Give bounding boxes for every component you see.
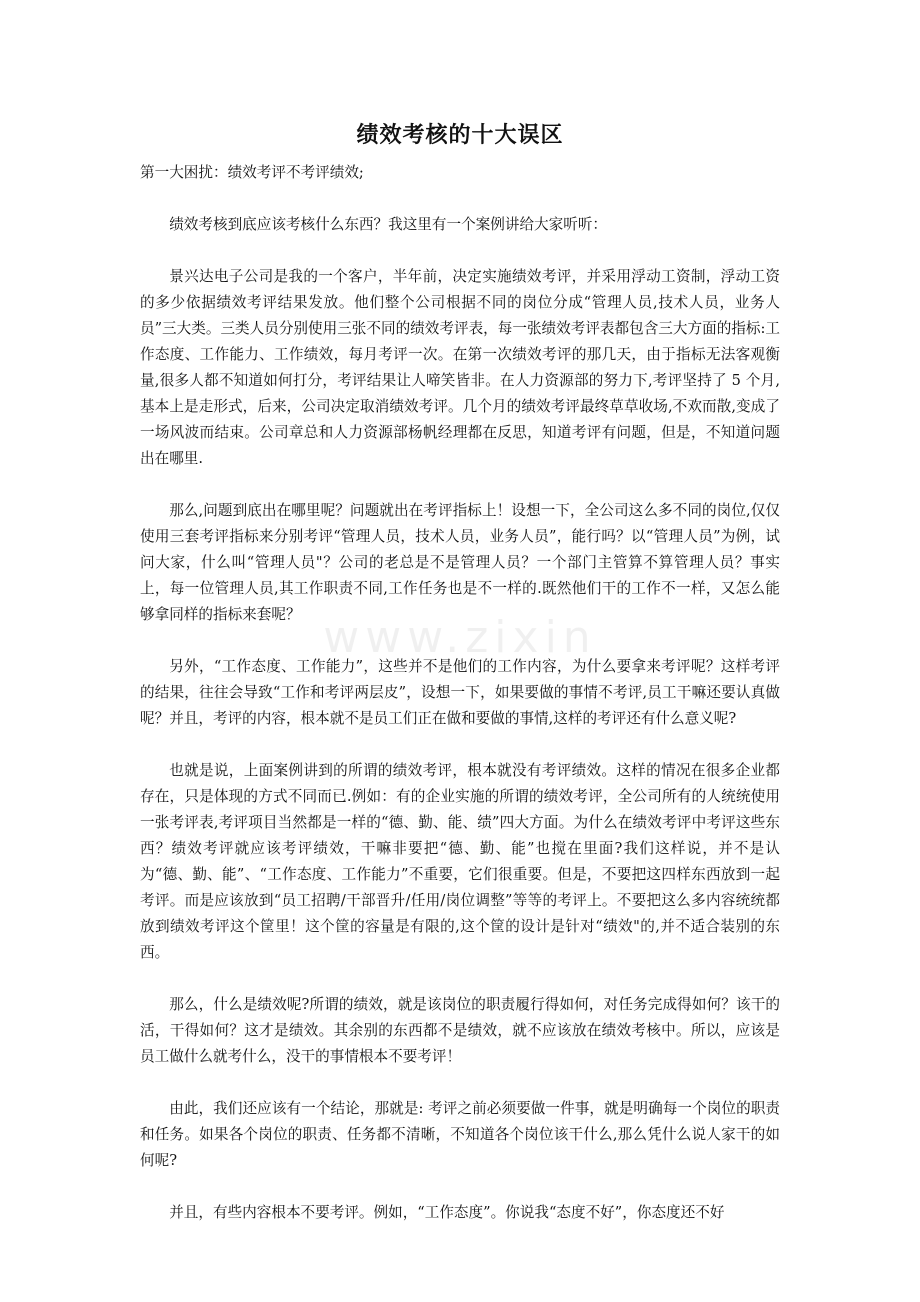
paragraph-2: 景兴达电子公司是我的一个客户，半年前，决定实施绩效考评，并采用浮动工资制，浮动工资的多少依据绩效考评结果发放。他们整个公司根据不同的岗位分成“管理人员,技术人员，业务人员”三大类。三类人员分别使用三张不同的绩效考评表，每一张绩效考评表都包含三大方面的指标:工作态度、工作能力、工作绩效，每月考评一次。在第一次绩效考评的那几天，由于指标无法客观衡量,很多人都不知道如何打分，考评结果让人啼笑皆非。在人力资源部的努力下,考评坚持了 5 个月,基本上是走形式，后来，公司决定取消绩效考评。几个月的绩效考评最终草草收场,不欢而散,变成了一场风波而结束。公司章总和人力资源部杨帆经理都在反思，知道考评有问题，但是，不知道问题出在哪里. bbox=[140, 268, 780, 467]
watermark: www.zixin bbox=[323, 612, 597, 663]
document-body bbox=[140, 160, 780, 1226]
paragraph-8: 并且，有些内容根本不要考评。例如，“工作态度”。你说我“态度不好”，你态度还不好 bbox=[169, 1204, 725, 1221]
paragraph-6: 那么，什么是绩效呢?所谓的绩效，就是该岗位的职责履行得如何，对任务完成得如何？该干的活，干得如何？这才是绩效。其余别的东西都不是绩效，就不应该放在绩效考核中。所以，应该是员工做什么就考什么，没干的事情根本不要考评！ bbox=[140, 996, 780, 1065]
paragraph-1: 绩效考核到底应该考核什么东西？我这里有一个案例讲给大家听听： bbox=[169, 216, 608, 233]
section-heading: 第一大困扰：绩效考评不考评绩效; bbox=[140, 164, 364, 181]
paragraph-4: 另外，“工作态度、工作能力”，这些并不是他们的工作内容，为什么要拿来考评呢？这样考评的结果，往往会导致“工作和考评两层皮”，设想一下，如果要做的事情不考评,员工干嘛还要认真做呢？并且，考评的内容，根本就不是员工们正在做和要做的事情,这样的考评还有什么意义呢? bbox=[140, 658, 780, 727]
paragraph-5: 也就是说，上面案例讲到的所谓的绩效考评，根本就没有考评绩效。这样的情况在很多企业都存在，只是体现的方式不同而已.例如：有的企业实施的所谓的绩效考评，全公司所有的人统统使用一张考评表,考评项目当然都是一样的“德、勤、能、绩”四大方面。为什么在绩效考评中考评这些东西？绩效考评就应该考评绩效，干嘛非要把“德、勤、能”也搅在里面?我们这样说，并不是认为“德、勤、能”、“工作态度、工作能力”不重要，它们很重要。但是，不要把这四样东西放到一起考评。而是应该放到“员工招聘/干部晋升/任用/岗位调整”等等的考评上。不要把这么多内容统统都放到绩效考评这个筐里！这个筐的容量是有限的,这个筐的设计是针对“绩效"的,并不适合装别的东西。 bbox=[140, 762, 780, 961]
paragraph-7: 由此，我们还应该有一个结论，那就是: 考评之前必须要做一件事，就是明确每一个岗位的职责和任务。如果各个岗位的职责、任务都不清晰，不知道各个岗位该干什么,那么凭什么说人家干的如何呢? bbox=[140, 1100, 780, 1169]
paragraph-3: 那么,问题到底出在哪里呢？问题就出在考评指标上！设想一下，全公司这么多不同的岗位,仅仅使用三套考评指标来分别考评“管理人员，技术人员，业务人员”，能行吗？以“管理人员”为例，试问大家，什么叫“管理人员"？公司的老总是不是管理人员？一个部门主管算不算管理人员？事实上，每一位管理人员,其工作职责不同,工作任务也是不一样的.既然他们干的工作不一样，又怎么能够拿同样的指标来套呢？ bbox=[140, 502, 780, 623]
document-title: 绩效考核的十大误区 bbox=[356, 122, 564, 148]
